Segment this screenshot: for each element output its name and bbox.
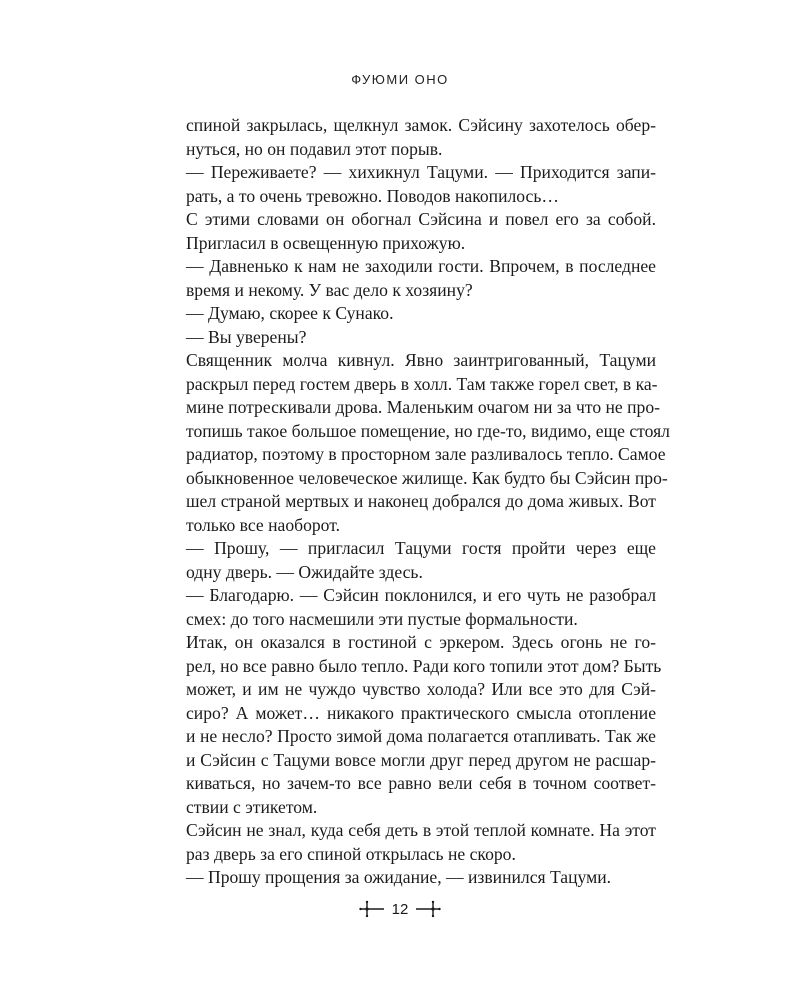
text-line: и Сэйсин с Тацуми вовсе могли друг перед другом не расшар-: [186, 749, 656, 770]
text-line: — Давненько к нам не заходили гости. Впрочем, в последнее: [186, 256, 656, 276]
page-folio: [0, 898, 800, 920]
text-line: время и некому. У вас дело к хозяину?: [186, 279, 473, 300]
body-text: [186, 114, 670, 890]
text-line: мине потрескивали дрова. Маленьким очагом ни за что не про-: [186, 397, 661, 417]
text-line: раз дверь за его спиной открылась не скоро.: [186, 843, 516, 864]
left-ornament-icon: [358, 898, 386, 920]
text-line: Сэйсин не знал, куда себя деть в этой теплой комнате. На этот: [186, 820, 656, 840]
text-line: рать, а то очень тревожно. Поводов накопилось…: [186, 185, 559, 206]
text-line: обыкновенное человеческое жилище. Как будто бы Сэйсин про-: [186, 467, 668, 488]
text-line: нуться, но он подавил этот порыв.: [186, 138, 443, 159]
text-line: радиатор, поэтому в просторном зале разливалось тепло. Самое: [186, 444, 666, 464]
text-line: Пригласил в освещенную прихожую.: [186, 232, 466, 253]
text-line: Священник молча кивнул. Явно заинтригованный, Тацуми: [186, 350, 656, 370]
text-line: — Думаю, скорее к Сунако.: [186, 303, 394, 323]
text-line: только все наоборот.: [186, 514, 341, 535]
text-line: — Вы уверены?: [186, 326, 307, 347]
text-line: и не несло? Просто зимой дома полагается отапливать. Так же: [186, 726, 656, 746]
text-line: раскрыл перед гостем дверь в холл. Там также горел свет, в ка-: [186, 373, 658, 394]
running-head-author: ФУЮМИ ОНО: [351, 72, 449, 87]
text-line: сиро? А может… никакого практического смысла отопление: [186, 702, 656, 723]
text-line: спиной закрылась, щелкнул замок. Сэйсину захотелось обер-: [186, 115, 656, 135]
text-line: — Прошу прощения за ожидание, — извинился Тацуми.: [186, 867, 612, 887]
text-line: киваться, но зачем-то все равно вели себя в точном соответ-: [186, 773, 656, 793]
text-line: топишь такое большое помещение, но где-то, видимо, еще стоял: [186, 420, 670, 441]
text-line: шел страной мертвых и наконец добрался до дома живых. Вот: [186, 491, 656, 511]
text-line: может, и им не чуждо чувство холода? Или все это для Сэй-: [186, 679, 656, 699]
text-line: — Прошу, — пригласил Тацуми гостя пройти через еще: [186, 538, 656, 558]
text-line: одну дверь. — Ожидайте здесь.: [186, 561, 423, 582]
text-line: смех: до того насмешили эти пустые формальности.: [186, 608, 578, 629]
text-line: ствии с этикетом.: [186, 796, 318, 817]
text-line: — Переживаете? — хихикнул Тацуми. — Приходится запи-: [186, 162, 656, 182]
text-line: Итак, он оказался в гостиной с эркером. Здесь огонь не го-: [186, 632, 656, 652]
right-ornament-icon: [414, 898, 442, 920]
text-line: рел, но все равно было тепло. Ради кого топили этот дом? Быть: [186, 655, 662, 676]
page-number: 12: [391, 900, 409, 918]
text-line: — Благодарю. — Сэйсин поклонился, и его чуть не разобрал: [186, 585, 656, 605]
text-line: С этими словами он обогнал Сэйсина и повел его за собой.: [186, 209, 656, 229]
